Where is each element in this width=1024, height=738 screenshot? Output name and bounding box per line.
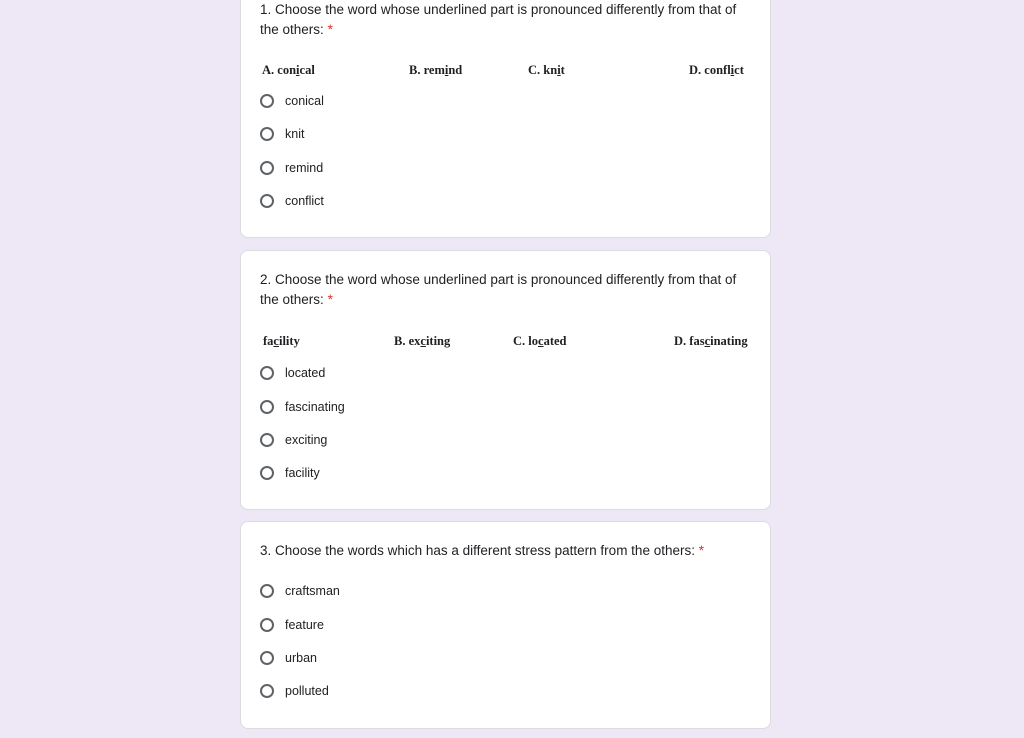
choice-knit[interactable] <box>260 123 304 145</box>
radio-button[interactable] <box>260 127 274 141</box>
required-asterisk: * <box>327 292 333 307</box>
choice-label: conical <box>285 94 324 108</box>
radio-button[interactable] <box>260 684 274 698</box>
radio-button[interactable] <box>260 651 274 665</box>
word-option-a: facility <box>263 334 300 348</box>
radio-button[interactable] <box>260 94 274 108</box>
question-card-3 <box>240 521 771 729</box>
choice-remind[interactable] <box>260 157 323 179</box>
choice-craftsman[interactable] <box>260 580 340 602</box>
word-option-a: A. conical <box>262 63 315 77</box>
choice-located[interactable] <box>260 362 325 384</box>
question-title-2: 2. Choose the word whose underlined part is pronounced differently from that of the others: * <box>260 272 737 307</box>
choice-facility[interactable] <box>260 462 320 484</box>
choice-label: located <box>285 366 326 380</box>
question-card-1 <box>240 0 771 238</box>
required-asterisk: * <box>327 22 333 37</box>
choice-label: facility <box>285 466 320 480</box>
word-option-d: D. fascinating <box>674 334 748 348</box>
choice-label: conflict <box>285 194 324 208</box>
choice-label: knit <box>285 127 305 141</box>
word-option-c: C. knit <box>528 63 565 77</box>
radio-button[interactable] <box>260 466 274 480</box>
radio-button[interactable] <box>260 400 274 414</box>
radio-button[interactable] <box>260 161 274 175</box>
choice-conical[interactable] <box>260 90 324 112</box>
question-card-2 <box>240 250 771 510</box>
choice-polluted[interactable] <box>260 680 329 702</box>
word-option-c: C. located <box>513 334 567 348</box>
choice-label: polluted <box>285 684 329 698</box>
choice-conflict[interactable] <box>260 190 324 212</box>
word-option-d: D. conflict <box>689 63 744 77</box>
choice-label: feature <box>285 618 324 632</box>
choice-feature[interactable] <box>260 614 324 636</box>
radio-button[interactable] <box>260 366 274 380</box>
radio-button[interactable] <box>260 584 274 598</box>
choice-urban[interactable] <box>260 647 317 669</box>
choice-label: remind <box>285 161 324 175</box>
choice-label: urban <box>285 651 317 665</box>
choice-label: exciting <box>285 433 328 447</box>
radio-button[interactable] <box>260 618 274 632</box>
choice-label: fascinating <box>285 400 345 414</box>
choice-exciting[interactable] <box>260 429 327 451</box>
choice-label: craftsman <box>285 584 340 598</box>
radio-button[interactable] <box>260 194 274 208</box>
question-title-3: 3. Choose the words which has a different stress pattern from the others: * <box>260 543 705 558</box>
word-option-b: B. exciting <box>394 334 451 348</box>
question-title-1: 1. Choose the word whose underlined part is pronounced differently from that of the others: * <box>260 2 737 37</box>
radio-button[interactable] <box>260 433 274 447</box>
word-option-b: B. remind <box>409 63 463 77</box>
required-asterisk: * <box>698 543 705 558</box>
choice-fascinating[interactable] <box>260 396 345 418</box>
